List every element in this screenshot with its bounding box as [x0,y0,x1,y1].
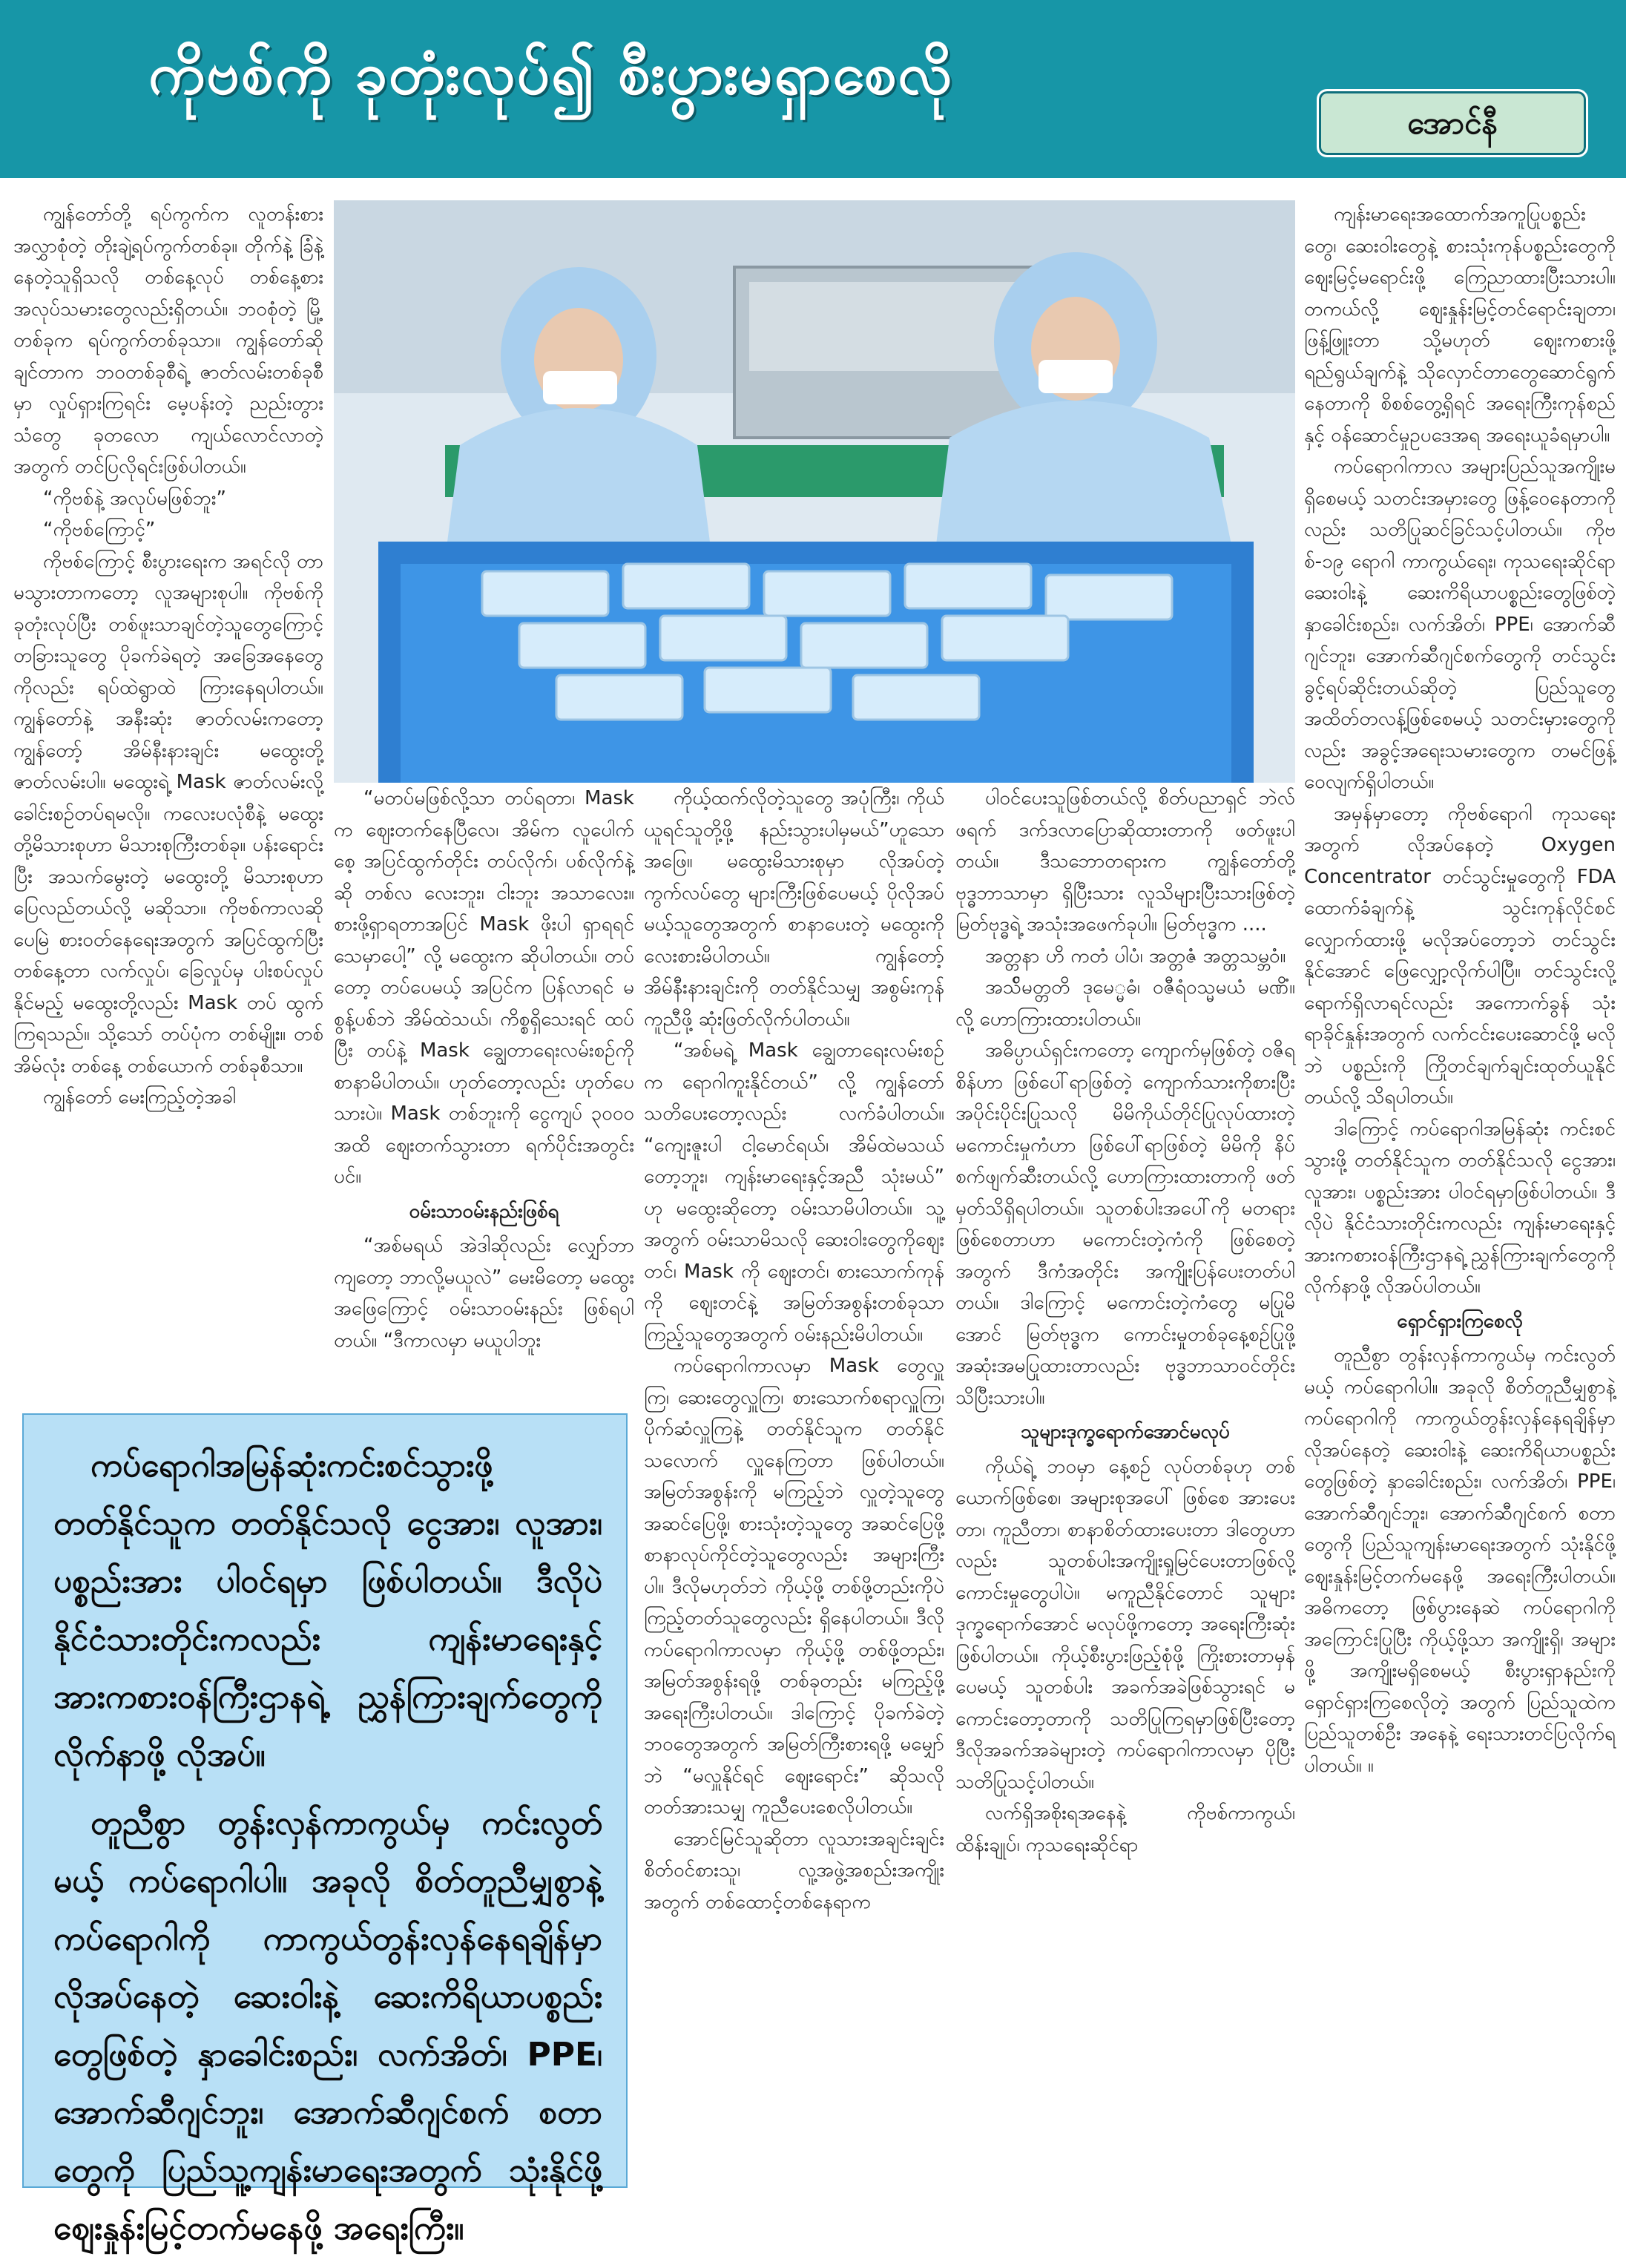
paragraph: လက်ရှိအစိုးရအနေနဲ့ ကိုဗစ်ကာကွယ်၊ ထိန်းချုပ်၊ ကုသရေးဆိုင်ရာ [955,1802,1295,1856]
article-column-4 [955,783,1295,2185]
paragraph: အမှန်မှာတော့ ကိုဗစ်ရောဂါ ကုသရေးအတွက် လိုအပ်နေတဲ့ Oxygen Concentrator တင်သွင်းမှုတွေကို FDA ထောက်ခံချက်နဲ့ သွင်းကုန်လိုင်စင်လျှောက်ထားဖို့ မလိုအပ်တော့ဘဲ တင်သွင်းနိုင်အောင် ဖြေလျှော့လိုက်ပါပြီ။ တင်သွင်းလို့ ရောက်ရှိလာရင်လည်း အကောက်ခွန် သုံးရာခိုင်နှုန်းအတွက် လက်ငင်းပေးဆောင်ဖို့ မလိုဘဲ ပစ္စည်းကို ကြိုတင်ချက်ချင်းထုတ်ယူနိုင်တယ်လို့ သိရပါတယ်။ [1304,802,1616,1108]
article-column-3 [644,783,944,2185]
subheading: သူများဒုက္ခရောက်အောင်မလုပ် [1021,1421,1230,1443]
paragraph: အောင်မြင်သူဆိုတာ လူသားအချင်းချင်း စိတ်ဝင်စားသူ၊ လူ့အဖွဲ့အစည်းအကျိုးအတွက် တစ်ထောင့်တစ်နေရာက [644,1827,944,1913]
article-column-1 [13,199,323,1360]
paragraph: ကပ်ရောဂါကာလ အများပြည်သူအကျိုးမရှိစေမယ့် သတင်းအမှားတွေ ဖြန့်ဝေနေတာကိုလည်း သတိပြုဆင်ခြင်သင့်ပါတယ်။ ကိုဗစ်-၁၉ ရောဂါ ကာကွယ်ရေး၊ ကုသရေးဆိုင်ရာ ဆေးဝါးနဲ့ ဆေးကိရိယာပစ္စည်းတွေဖြစ်တဲ့ နှာခေါင်းစည်း၊ လက်အိတ်၊ PPE၊ အောက်ဆီဂျင်ဘူး၊ အောက်ဆီဂျင်စက်တွေကို တင်သွင်းခွင့်ရပ်ဆိုင်းတယ်ဆိုတဲ့ ပြည်သူတွေ အထိတ်တလန့်ဖြစ်စေမယ့် သတင်းမှားတွေကိုလည်း အခွင့်အရေးသမားတွေက တမင်ဖြန့်ဝေလျက်ရှိပါတယ်။ [1304,456,1616,793]
paragraph: “မတပ်မဖြစ်လို့သာ တပ်ရတာ၊ Mask က ဈေးတက်နေပြီလေ၊ အိမ်က လူပေါက်စေ့ အပြင်ထွက်တိုင်း တပ်လိုက်၊ ပစ်လိုက်နဲ့ဆို တစ်လ လေးဘူး၊ ငါးဘူး အသာလေး။ စားဖို့ရှာရတာအပြင် Mask ဖိုးပါ ရှာရရင် သေမှာပေါ့” လို့ မထွေးက ဆိုပါတယ်။ တပ်တော့ တပ်ပေမယ့် အပြင်က ပြန်လာရင် မစွန့်ပစ်ဘဲ အိမ်ထဲသယ်၊ ကိစ္စရှိသေးရင် ထပ်ပြီး တပ်နဲ့ Mask ချွေတာရေးလမ်းစဉ်ကို စာနာမိပါတယ်။ ဟုတ်တော့လည်း ဟုတ်ပေသားပဲ။ Mask တစ်ဘူးကို ငွေကျပ် ၃၀၀၀ အထိ ဈေးတက်သွားတာ ရက်ပိုင်းအတွင်းပင်။ [334,787,634,1188]
paragraph: “အစ်မရယ် အဲဒါဆိုလည်း လျှော်ဘာကျတော့ ဘာလို့မယူလဲ” မေးမိတော့ မထွေးအဖြေကြောင့် ဝမ်းသာဝမ်းနည်း ဖြစ်ရပါတယ်။ “ဒီကာလမှာ မယူပါဘူး [334,1235,634,1352]
factory-mask-photo [334,200,1295,783]
paragraph: ကပ်ရောဂါကာလမှာ Mask တွေလှူကြ၊ ဆေးတွေလှူကြ၊ စားသောက်စရာလှူကြ၊ ပိုက်ဆံလှူကြနဲ့ တတ်နိုင်သူက တတ်နိုင်သလောက် လှူနေကြတာ ဖြစ်ပါတယ်။ အမြတ်အစွန်းကို မကြည့်ဘဲ လှူတဲ့သူတွေ အဆင်ပြေဖို့၊ စားသုံးတဲ့သူတွေ အဆင်ပြေဖို့ စာနာလုပ်ကိုင်တဲ့သူတွေလည်း အများကြီးပါ။ ဒီလိုမဟုတ်ဘဲ ကိုယ့်ဖို့ တစ်ဖို့တည်းကိုပဲ ကြည့်တတ်သူတွေလည်း ရှိနေပါတယ်။ ဒီလို ကပ်ရောဂါကာလမှာ ကိုယ့်ဖို့ တစ်ဖို့တည်း၊ အမြတ်အစွန်းရဖို့ တစ်ခုတည်း မကြည့်ဖို့ အရေးကြီးပါတယ်။ ဒါကြောင့် ပိုခက်ခဲတဲ့ ဘဝတွေအတွက် အမြတ်ကြီးစားရဖို့ မမျှော်ဘဲ “မလှူနိုင်ရင် ဈေးရောင်း” ဆိုသလို တတ်အားသမျှ ကူညီပေးစေလိုပါတယ်။ [644,1355,944,1818]
paragraph: ကိုဗစ်ကြောင့် စီးပွားရေးက အရင်လို တာမသွားတာကတော့ လူအများစုပါ။ ကိုဗစ်ကို ခုတုံးလုပ်ပြီး တစ်ဖူးသာချင်တဲ့သူတွေကြောင့် တခြားသူတွေ ပိုခက်ခဲရတဲ့ အခြေအနေတွေကိုလည်း ရပ်ထဲရွာထဲ ကြားနေရပါတယ်။ ကျွန်တော်နဲ့ အနီးဆုံး ဇာတ်လမ်းကတော့ ကျွန်တော့် အိမ်နီးနားချင်း မထွေးတို့ ဇာတ်လမ်းပါ။ မထွေးရဲ့ Mask ဇာတ်လမ်းလို့ ခေါင်းစဉ်တပ်ရမလို။ ကလေးပလုံစီနဲ့ မထွေးတို့မိသားစုဟာ မိသားစုကြီးတစ်ခု။ ပန်းရောင်းပြီး အသက်မွေးတဲ့ မထွေးတို့ မိသားစုဟာ ပြေလည်တယ်လို့ မဆိုသာ။ ကိုဗစ်ကာလဆိုပေမြဲ စားဝတ်နေရေးအတွက် အပြင်ထွက်ပြီး တစ်နေ့တာ လက်လှုပ်၊ ခြေလှုပ်မှ ပါးစပ်လှုပ်နိုင်မည့် မထွေးတို့လည်း Mask တပ် ထွက်ကြရသည်။ သို့သော် တပ်ပုံက တစ်မျိုး။ တစ်အိမ်လုံး တစ်နေ့ တစ်ယောက် တစ်ခုစီသာ။ [13,550,323,1077]
quote: “ကိုဗစ်ကြောင့်” [43,519,156,541]
photo-illustration [334,200,1295,783]
paragraph: ကျွန်တော် မေးကြည့်တဲ့အခါ [43,1086,237,1108]
headline: ကိုဗစ်ကို ခုတုံးလုပ်၍ စီးပွားမရှာစေလို [148,41,954,108]
article-column-5 [1304,199,1616,2187]
paragraph: ကိုယ့်ထက်လိုတဲ့သူတွေ အပုံကြီး၊ ကိုယ်ယူရင်သူတို့ဖို့ နည်းသွားပါမှမယ်”ဟူသော အဖြေ။ မထွေးမိသားစုမှာ လိုအပ်တဲ့ ကွက်လပ်တွေ များကြီးဖြစ်ပေမယ့် ပိုလိုအပ်မယ့်သူတွေအတွက် စာနာပေးတဲ့ မထွေးကို လေးစားမိပါတယ်။ ကျွန်တော့် အိမ်နီးနားချင်းကို တတ်နိုင်သမျှ အစွမ်းကုန် ကူညီဖို့ ဆုံးဖြတ်လိုက်ပါတယ်။ [644,787,944,1031]
paragraph: ကိုယ်ရဲ့ ဘဝမှာ နေ့စဉ် လုပ်တစ်ခုဟု တစ်ယောက်ဖြစ်စေ၊ အများစုအပေါ် ဖြစ်စေ အားပေးတာ၊ ကူညီတာ၊ စာနာစိတ်ထားပေးတာ ဒါတွေဟာလည်း သူတစ်ပါးအကျိုးရှုမြင်ပေးတာဖြစ်လို့ ကောင်းမှုတွေပါပဲ။ မကူညီနိုင်တောင် သူများဒုက္ခရောက်အောင် မလုပ်ဖို့ကတော့ အရေးကြီးဆုံးဖြစ်ပါတယ်။ ကိုယ့်စီးပွားဖြည့်စုံဖို့ ကြိုးစားတာမှန်ပေမယ့် သူတစ်ပါး အခက်အခဲဖြစ်သွားရင် မကောင်းတော့တာကို သတိပြုကြရမှာဖြစ်ပြီးတော့ ဒီလိုအခက်အခဲများတဲ့ ကပ်ရောဂါကာလမှာ ပိုပြီး သတိပြုသင့်ပါတယ်။ [955,1455,1295,1793]
pull-quote-paragraph: တူညီစွာ တွန်းလှန်ကာကွယ်မှ ကင်းလွတ်မယ့် ကပ်ရောဂါပါ။ အခုလို စိတ်တူညီမျှစွာနဲ့ ကပ်ရောဂါကို ကာကွယ်တွန်းလှန်နေရချိန်မှာ လိုအပ်နေတဲ့ ဆေးဝါးနဲ့ ဆေးကိရိယာပစ္စည်းတွေဖြစ်တဲ့ နှာခေါင်းစည်း၊ လက်အိတ်၊ PPE၊ အောက်ဆီဂျင်ဘူး၊ အောက်ဆီဂျင်စက် စတာတွေကို ပြည်သူ့ကျန်းမာရေးအတွက် သုံးနိုင်ဖို့ ဈေးနှုန်းမြင့်တက်မနေဖို့ အရေးကြီး။ [53,1804,602,2247]
paragraph: ကျန်းမာရေးအထောက်အကူပြုပစ္စည်းတွေ၊ ဆေးဝါးတွေနဲ့ စားသုံးကုန်ပစ္စည်းတွေကို ဈေးမြင့်မရောင်းဖို့ ကြေညာထားပြီးသားပါ။ တကယ်လို့ ဈေးနှုန်းမြင့်တင်ရောင်းချတာ၊ ဖြန့်ဖြူးတာ သို့မဟုတ် ဈေးကစားဖို့ ရည်ရွယ်ချက်နဲ့ သိုလှောင်တာတွေဆောင်ရွက်နေတာကို စိစစ်တွေ့ရှိရင် အရေးကြီးကုန်စည်နှင့် ဝန်ဆောင်မှုဥပဒေအရ အရေးယူခံရမှာပါ။ [1304,203,1616,447]
byline: အောင်နီ [1406,105,1498,141]
byline-box [1317,89,1588,157]
paragraph: ဒါကြောင့် ကပ်ရောဂါအမြန်ဆုံး ကင်းစင်သွားဖို့ တတ်နိုင်သူက တတ်နိုင်သလို ငွေအား၊ လူအား၊ ပစ္စည်းအား ပါဝင်ရမှာဖြစ်ပါတယ်။ ဒီလိုပဲ နိုင်ငံသားတိုင်းကလည်း ကျန်းမာရေးနှင့် အားကစားဝန်ကြီးဌာနရဲ့ ညွှန်ကြားချက်တွေကို လိုက်နာဖို့ လိုအပ်ပါတယ်။ [1304,1117,1616,1298]
subheading: ဝမ်းသာဝမ်းနည်းဖြစ်ရ [409,1200,559,1223]
paragraph: “အစ်မရဲ့ Mask ချွေတာရေးလမ်းစဉ်က ရောဂါကူးနိုင်တယ်” လို့ ကျွန်တော်သတိပေးတော့လည်း လက်ခံပါတယ်။ “ကျေးဇူးပါ ငါ့မောင်ရယ်၊ အိမ်ထဲမသယ်တော့ဘူး၊ ကျန်းမာရေးနှင့်အညီ သုံးမယ်” ဟု မထွေးဆိုတော့ ဝမ်းသာမိပါတယ်။ သူ့အတွက် ဝမ်းသာမိသလို ဆေးဝါးတွေကိုဈေးတင်၊ Mask ကို ဈေးတင်၊ စားသောက်ကုန်ကို ဈေးတင်နဲ့ အမြတ်အစွန်းတစ်ခုသာ ကြည့်သူတွေအတွက် ဝမ်းနည်းမိပါတယ်။ [644,1039,944,1346]
article-column-2 [334,783,634,1413]
verse: အသ်ိမတ္တတိ ဒုမေ္မဓံ၊ ဝဇီရံဝသ္မမယံ မဏိံ။ လို့ ဟောကြားထားပါတယ်။ [955,976,1295,1031]
paragraph: တူညီစွာ တွန်းလှန်ကာကွယ်မှ ကင်းလွတ်မယ့် ကပ်ရောဂါပါ။ အခုလို စိတ်တူညီမျှစွာနဲ့ ကပ်ရောဂါကို ကာကွယ်တွန်းလှန်နေရချိန်မှာ လိုအပ်နေတဲ့ ဆေးဝါးနဲ့ ဆေးကိရိယာပစ္စည်းတွေဖြစ်တဲ့ နှာခေါင်းစည်း၊ လက်အိတ်၊ PPE၊ အောက်ဆီဂျင်ဘူး၊ အောက်ဆီဂျင်စက် စတာတွေကို ပြည်သူကျန်းမာရေးအတွက် သုံးနိုင်ဖို့ ဈေးနှုန်းမြင့်တက်မနေဖို့ အရေးကြီးပါတယ်။ အဓိကတော့ ဖြစ်ပွားနေဆဲ ကပ်ရောဂါကို အကြောင်းပြုပြီး ကိုယ့်ဖို့သာ အကျိုးရှိ၊ အများဖို့ အကျိုးမရှိစေမယ့် စီးပွားရှာနည်းကို ရှောင်ရှားကြစေလိုတဲ့ အတွက် ပြည်သူထဲက ပြည်သူတစ်ဦး အနေနဲ့ ရေးသားတင်ပြလိုက်ရပါတယ်။ ။ [1304,1344,1616,1777]
pull-quote-box [22,1413,628,2247]
paragraph: ပါဝင်ပေးသူဖြစ်တယ်လို့ စိတ်ပညာရှင် ဘဲလ်ဖရက် ဒက်ဒလာပြောဆိုထားတာကို ဖတ်ဖူးပါတယ်။ ဒီသဘောတရားက ကျွန်တော်တို့ ဗုဒ္ဓဘာသာမှာ ရှိပြီးသား လူသိများပြီးသားဖြစ်တဲ့ မြတ်ဗုဒ္ဓရဲ့ အသုံးအဖေက်ခုပါ။ မြတ်ဗုဒ္ဓက .... [955,787,1295,936]
quote: “ကိုဗစ်နဲ့ အလုပ်မဖြစ်ဘူး” [43,487,226,510]
paragraph: အဓိပ္ပာယ်ရှင်းကတော့ ကျောက်မှဖြစ်တဲ့ ဝဇိရစိန်ဟာ ဖြစ်ပေါ်ရာဖြစ်တဲ့ ကျောက်သားကိုစားပြီး အပိုင်းပိုင်းပြုသလို မိမိကိုယ်တိုင်ပြုလုပ်ထားတဲ့ မကောင်းမှုကံဟာ ဖြစ်ပေါ်ရာဖြစ်တဲ့ မိမိကို နိပ်စက်ဖျက်ဆီးတယ်လို့ ဟောကြားထားတာကို ဖတ်မှတ်သိရှိရပါတယ်။ သူတစ်ပါးအပေါ်ကို မတရားဖြစ်စေတာဟာ မကောင်းတဲ့ကံကို ဖြစ်စေတဲ့အတွက် ဒီကံအတိုင်း အကျိုးပြန်ပေးတတ်ပါတယ်။ ဒါကြောင့် မကောင်းတဲ့ကံတွေ မပြုမိအောင် မြတ်ဗုဒ္ဓက ကောင်းမှုတစ်ခုနေ့စဉ်ပြုဖို့ အဆုံးအမပြုထားတာလည်း ဗုဒ္ဓဘာသာဝင်တိုင်း သိပြီးသားပါ။ [955,1039,1295,1409]
verse: အတ္တနာ ဟိ ကတံ ပါပံ၊ အတ္တဇံ အတ္တသမ္ဘဝံ။ [985,944,1286,967]
pull-quote-paragraph: ကပ်ရောဂါအမြန်ဆုံးကင်းစင်သွားဖို့ တတ်နိုင်သူက တတ်နိုင်သလို ငွေအား၊ လူအား၊ ပစ္စည်းအား ပါဝင်ရမှာ ဖြစ်ပါတယ်။ ဒီလိုပဲ နိုင်ငံသားတိုင်းကလည်း ကျန်းမာရေးနှင့် အားကစားဝန်ကြီးဌာနရဲ့ ညွှန်ကြားချက်တွေကို လိုက်နာဖို့ လိုအပ်။ [53,1447,602,1774]
paragraph: ကျွန်တော်တို့ ရပ်ကွက်က လူတန်းစား အလွှာစုံတဲ့ တိုးချဲ့ရပ်ကွက်တစ်ခု။ တိုက်နဲ့ ခြံနဲ့နေတဲ့သူရှိသလို တစ်နေ့လုပ် တစ်နေ့စား အလုပ်သမားတွေလည်းရှိတယ်။ ဘဝစုံတဲ့ မြို့တစ်ခုက ရပ်ကွက်တစ်ခုသာ။ ကျွန်တော်ဆိုချင်တာက ဘဝတစ်ခုစီရဲ့ ဇာတ်လမ်းတစ်ခုစီမှာ လှုပ်ရှားကြရင်း မေ့ပန်းတဲ့ ညည်းတွားသံတွေ ခုတလော ကျယ်လောင်လာတဲ့အတွက် တင်ပြလိုရင်းဖြစ်ပါတယ်။ [13,203,323,478]
pull-quote-text [53,1437,602,2268]
subheading: ရှောင်ရှားကြစေလို [1397,1309,1523,1332]
